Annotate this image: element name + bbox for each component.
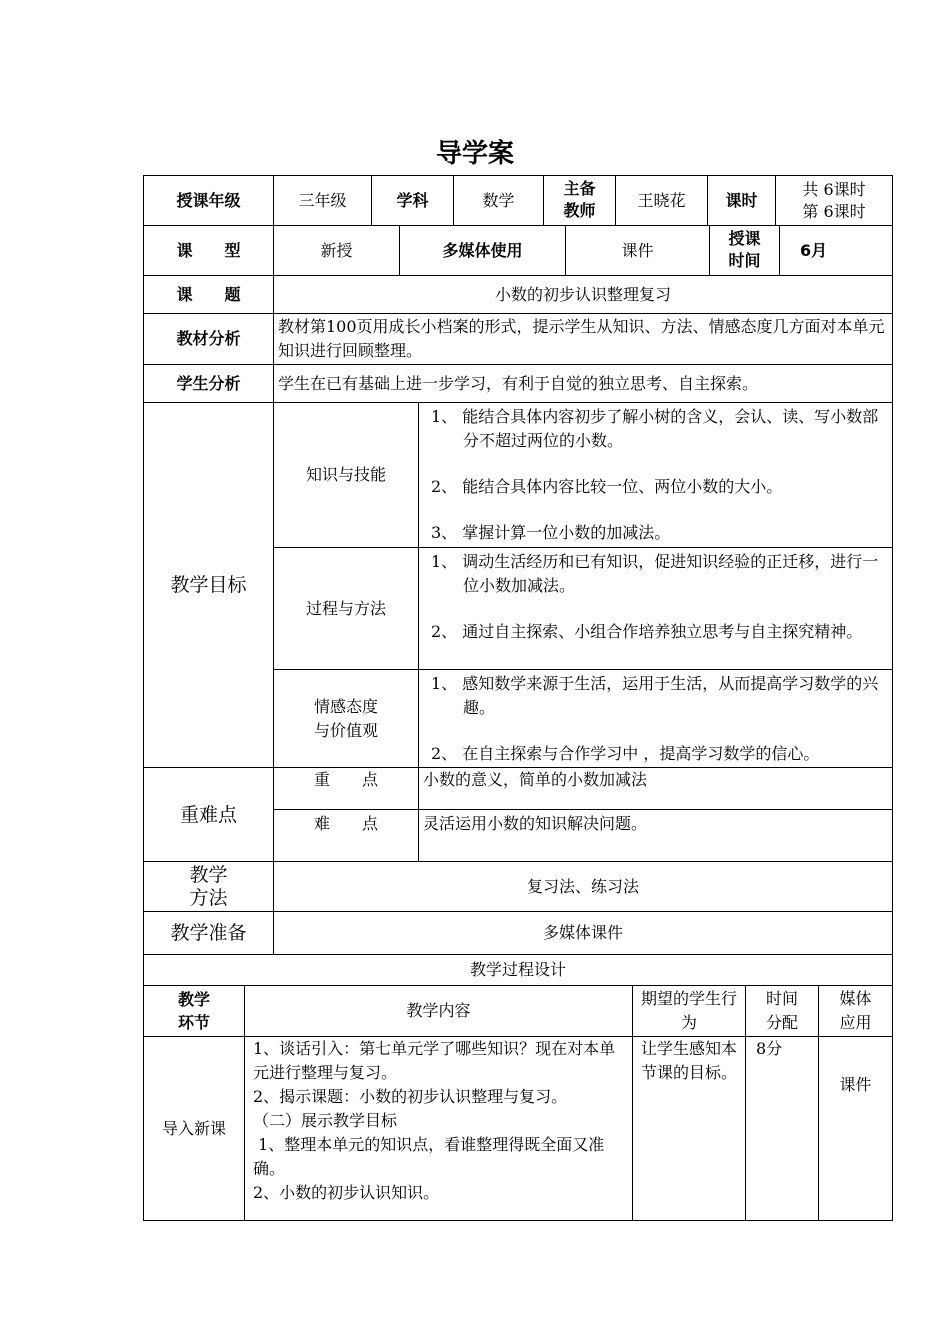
media-label: 多媒体使用: [400, 226, 566, 276]
material-value: 教材第100页用成长小档案的形式，提示学生从知识、方法、情感态度几方面对本单元知识进行回顾整理。: [274, 314, 893, 365]
subject-label: 学科: [372, 176, 454, 226]
process-goal-label: 过程与方法: [274, 548, 419, 670]
time-label: 授课时间: [710, 226, 780, 276]
periods-total: 共 6课时: [802, 179, 866, 199]
key-value: 小数的意义，简单的小数加减法: [419, 768, 893, 810]
content-line: 1、整理本单元的知识点，看谁整理得既全面又准确。: [253, 1135, 605, 1178]
process-table: [143, 954, 893, 1221]
periods-value: [776, 176, 893, 226]
row-content: [245, 1037, 633, 1221]
content-line: （二）展示教学目标: [253, 1111, 398, 1130]
prep-label: 教学准备: [144, 912, 274, 955]
periods-label: 课时: [708, 176, 776, 226]
row-time: 8分: [746, 1037, 819, 1221]
page-title: 导学案: [435, 139, 514, 169]
process-goal-item: 1、 调动生活经历和已有知识，促进知识经验的正迁移，进行一位小数加减法。: [431, 552, 879, 595]
col-content-header: 教学内容: [245, 986, 633, 1037]
hard-value: 灵活运用小数的知识解决问题。: [419, 810, 893, 862]
knowledge-label: 知识与技能: [274, 403, 419, 548]
emotion-item: 2、 在自主探索与合作学习中 ，提高学习数学的信心。: [431, 744, 820, 763]
time-value: 6月: [780, 226, 893, 276]
prep-value: 多媒体课件: [274, 912, 893, 955]
teacher-label: 主备教师: [544, 176, 616, 226]
type-label: 课 型: [144, 226, 274, 276]
knowledge-item: 1、 能结合具体内容初步了解小树的含义，会认、读、写小数部分不超过两位的小数。: [431, 407, 879, 450]
content-line: 1、谈话引入：第七单元学了哪些知识？现在对本单元进行整理与复习。: [253, 1039, 616, 1082]
row-stage: 导入新课: [144, 1037, 245, 1221]
emotion-label: 情感态度 与价值观: [274, 670, 419, 768]
material-label: 教材分析: [144, 314, 274, 365]
knowledge-list: [419, 403, 893, 548]
col-behavior-header: 期望的学生行为: [633, 986, 746, 1037]
student-value: 学生在已有基础上进一步学习，有利于自觉的独立思考、自主探索。: [274, 365, 893, 403]
method-value: 复习法、练习法: [274, 862, 893, 912]
teacher-value: 王晓花: [616, 176, 708, 226]
col-stage-header: 教学 环节: [144, 986, 245, 1037]
content-line: 2、小数的初步认识知识。: [253, 1183, 440, 1202]
goals-label: 教学目标: [144, 403, 274, 768]
process-goal-item: 2、 通过自主探索、小组合作培养独立思考与自主探究精神。: [431, 622, 863, 641]
student-label: 学生分析: [144, 365, 274, 403]
main-info-table: [143, 275, 893, 955]
grade-label: 授课年级: [144, 176, 274, 226]
row-behavior: 让学生感知本节课的目标。: [633, 1037, 746, 1221]
emotion-item: 1、 感知数学来源于生活，运用于生活，从而提高学习数学的兴趣。: [431, 674, 879, 717]
topic-value: 小数的初步认识整理复习: [274, 276, 893, 314]
method-label: 教学 方法: [144, 862, 274, 912]
col-time-header: 时间 分配: [746, 986, 819, 1037]
header-info-table-a: [143, 175, 893, 226]
type-value: 新授: [274, 226, 400, 276]
col-media-header: 媒体 应用: [819, 986, 893, 1037]
row-media: 课件: [819, 1037, 893, 1221]
periods-current: 第 6课时: [802, 201, 866, 221]
header-info-table-b: [143, 225, 893, 276]
process-goal-list: [419, 548, 893, 670]
knowledge-item: 2、 能结合具体内容比较一位、两位小数的大小。: [431, 477, 783, 496]
knowledge-item: 3、 掌握计算一位小数的加减法。: [431, 523, 671, 542]
hard-label: 难 点: [274, 810, 419, 862]
key-label: 重 点: [274, 768, 419, 810]
keypoints-label: 重难点: [144, 768, 274, 862]
emotion-list: [419, 670, 893, 768]
grade-value: 三年级: [274, 176, 372, 226]
media-value: 课件: [566, 226, 710, 276]
topic-label: 课 题: [144, 276, 274, 314]
content-line: 2、揭示课题：小数的初步认识整理与复习。: [253, 1087, 568, 1106]
subject-value: 数学: [454, 176, 544, 226]
process-heading: 教学过程设计: [144, 955, 893, 986]
